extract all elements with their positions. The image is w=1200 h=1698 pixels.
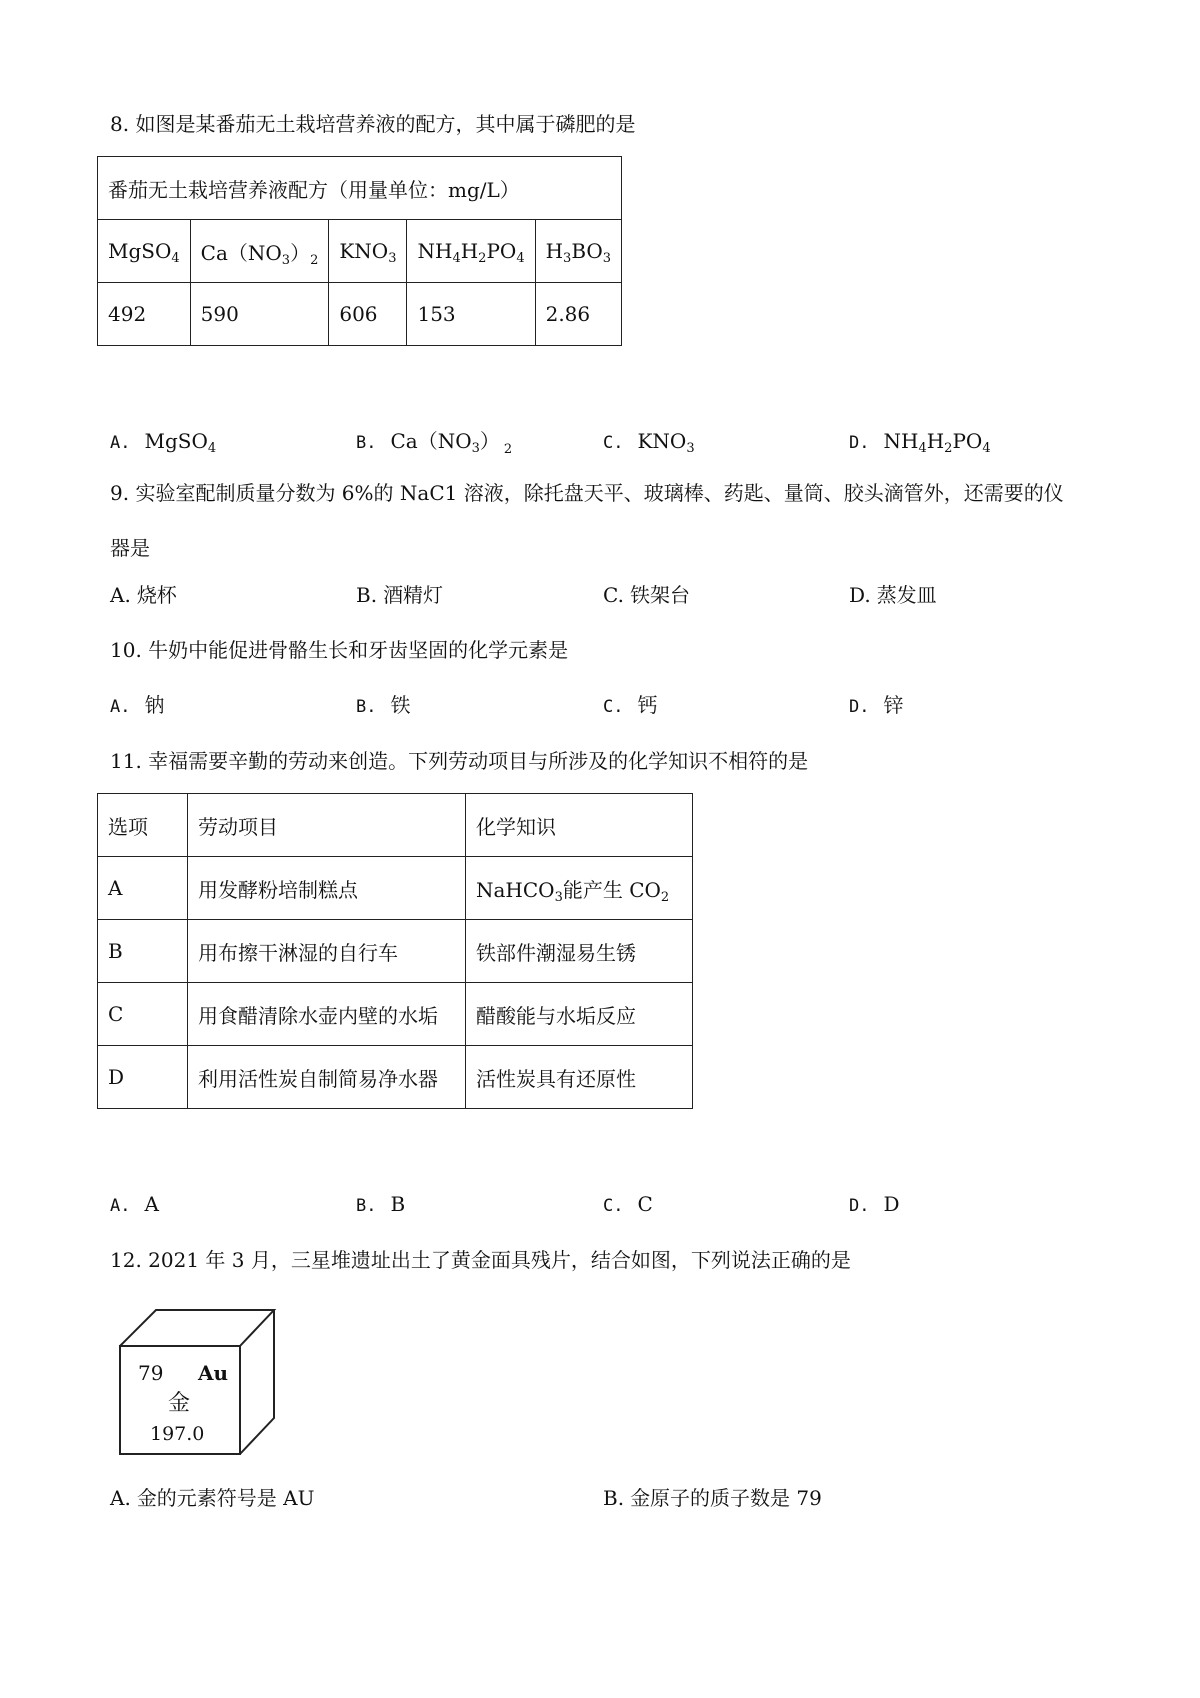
q11-number: 11.: [110, 749, 142, 773]
q10-option-c[interactable]: C. 钙: [603, 693, 658, 717]
q8-header-cano3: $Ca(NO_3)_2$: [190, 220, 329, 283]
q10-option-b[interactable]: B. 铁: [356, 693, 411, 717]
q11-labor-table: [97, 793, 693, 1109]
table-row: [98, 920, 693, 983]
q9-stem-continued: 器是: [110, 536, 150, 560]
q8-value-mgso4: 492: [98, 283, 191, 346]
table-row: [98, 283, 622, 346]
q8-option-c[interactable]: C. $KNO_3$: [603, 429, 695, 456]
q11-row-c-labor: 用食醋清除水壶内壁的水垢: [188, 983, 466, 1046]
q8-option-b[interactable]: B. $Ca(NO_3)$ $_2$: [356, 429, 513, 457]
q11-row-c-knowledge: 醋酸能与水垢反应: [466, 983, 693, 1046]
q11-header-option: 选项: [98, 794, 188, 857]
q12-number: 12.: [110, 1248, 142, 1272]
q8-options: [110, 426, 1110, 456]
table-row: [98, 857, 693, 920]
q10-options: [110, 690, 1110, 720]
q10-number: 10.: [110, 638, 142, 662]
q11-option-c[interactable]: C. C: [603, 1192, 653, 1216]
q11-stem: [110, 747, 808, 775]
element-symbol: Au: [198, 1361, 229, 1385]
q10-text: 牛奶中能促进骨骼生长和牙齿坚固的化学元素是: [148, 638, 569, 662]
table-row: [98, 1046, 693, 1109]
cube-top-face: [120, 1310, 274, 1346]
q11-row-b-labor: 用布擦干淋湿的自行车: [188, 920, 466, 983]
q8-nutrient-table: [97, 156, 622, 346]
q10-stem: [110, 636, 568, 664]
q12-text: 2021 年 3 月，三星堆遗址出土了黄金面具残片，结合如图，下列说法正确的是: [148, 1248, 851, 1272]
q8-stem: [110, 110, 635, 138]
table-row: [98, 220, 622, 283]
q9-stem: [110, 479, 1064, 507]
q9-number: 9.: [110, 481, 130, 505]
q11-row-b-option: B: [98, 920, 188, 983]
q11-row-d-labor: 利用活性炭自制简易净水器: [188, 1046, 466, 1109]
q11-row-a-option: A: [98, 857, 188, 920]
q9-option-c[interactable]: C. 铁架台: [603, 583, 690, 607]
q8-option-a[interactable]: A. MgSO$_4$: [110, 429, 217, 456]
q8-value-nh4h2po4: 153: [407, 283, 535, 346]
q8-option-d[interactable]: D. $NH_4H_2PO_4$: [849, 429, 991, 456]
q11-option-d[interactable]: D. D: [849, 1192, 900, 1216]
q11-header-labor: 劳动项目: [188, 794, 466, 857]
q8-table-title: 番茄无土栽培营养液配方（用量单位：mg/L）: [98, 157, 622, 220]
element-atomic-number: 79: [138, 1361, 164, 1385]
q8-header-nh4h2po4: $NH_4H_2PO_4$: [407, 220, 535, 283]
q8-value-cano3: 590: [190, 283, 329, 346]
q11-option-b[interactable]: B. B: [356, 1192, 406, 1216]
q10-option-a[interactable]: A. 钠: [110, 693, 165, 717]
cube-side-face: [240, 1310, 274, 1454]
q8-text: 如图是某番茄无土栽培营养液的配方，其中属于磷肥的是: [135, 112, 636, 136]
q8-header-kno3: $KNO_3$: [329, 220, 407, 283]
q9-option-b[interactable]: B. 酒精灯: [356, 583, 444, 607]
q11-text: 幸福需要辛勤的劳动来创造。下列劳动项目与所涉及的化学知识不相符的是: [148, 749, 809, 773]
table-row: [98, 157, 622, 220]
q11-row-a-labor: 用发酵粉培制糕点: [188, 857, 466, 920]
q8-value-kno3: 606: [329, 283, 407, 346]
element-mass: 197.0: [150, 1423, 205, 1445]
q9-options: [110, 580, 1110, 610]
q8-number: 8.: [110, 112, 130, 136]
q11-row-c-option: C: [98, 983, 188, 1046]
q11-header-knowledge: 化学知识: [466, 794, 693, 857]
q11-option-a[interactable]: A. A: [110, 1192, 159, 1216]
q9-option-d[interactable]: D. 蒸发皿: [849, 583, 937, 607]
table-row: [98, 983, 693, 1046]
q11-row-d-option: D: [98, 1046, 188, 1109]
q8-value-h3bo3: 2.86: [535, 283, 621, 346]
element-name: 金: [168, 1391, 191, 1416]
q8-header-mgso4: MgSO$_4$: [98, 220, 191, 283]
q9-option-a[interactable]: A. 烧杯: [110, 583, 177, 607]
q11-row-b-knowledge: 铁部件潮湿易生锈: [466, 920, 693, 983]
table-row: [98, 794, 693, 857]
gold-element-cube: [118, 1308, 288, 1458]
q11-options: [110, 1189, 1110, 1219]
q8-header-h3bo3: $H_3BO_3$: [535, 220, 621, 283]
q11-row-d-knowledge: 活性炭具有还原性: [466, 1046, 693, 1109]
q10-option-d[interactable]: D. 锌: [849, 693, 904, 717]
q9-text-line1: 实验室配制质量分数为 6%的 NaC1 溶液，除托盘天平、玻璃棒、药匙、量筒、胶头滴管外，还需要的仪: [135, 481, 1064, 505]
q12-stem: [110, 1246, 851, 1274]
q12-option-b[interactable]: B. 金原子的质子数是 79: [603, 1486, 822, 1510]
q11-row-a-knowledge: NaHCO$_3$能产生 $CO_2$: [466, 857, 693, 920]
q12-options: [110, 1483, 1110, 1513]
q12-option-a[interactable]: A. 金的元素符号是 AU: [110, 1486, 315, 1510]
